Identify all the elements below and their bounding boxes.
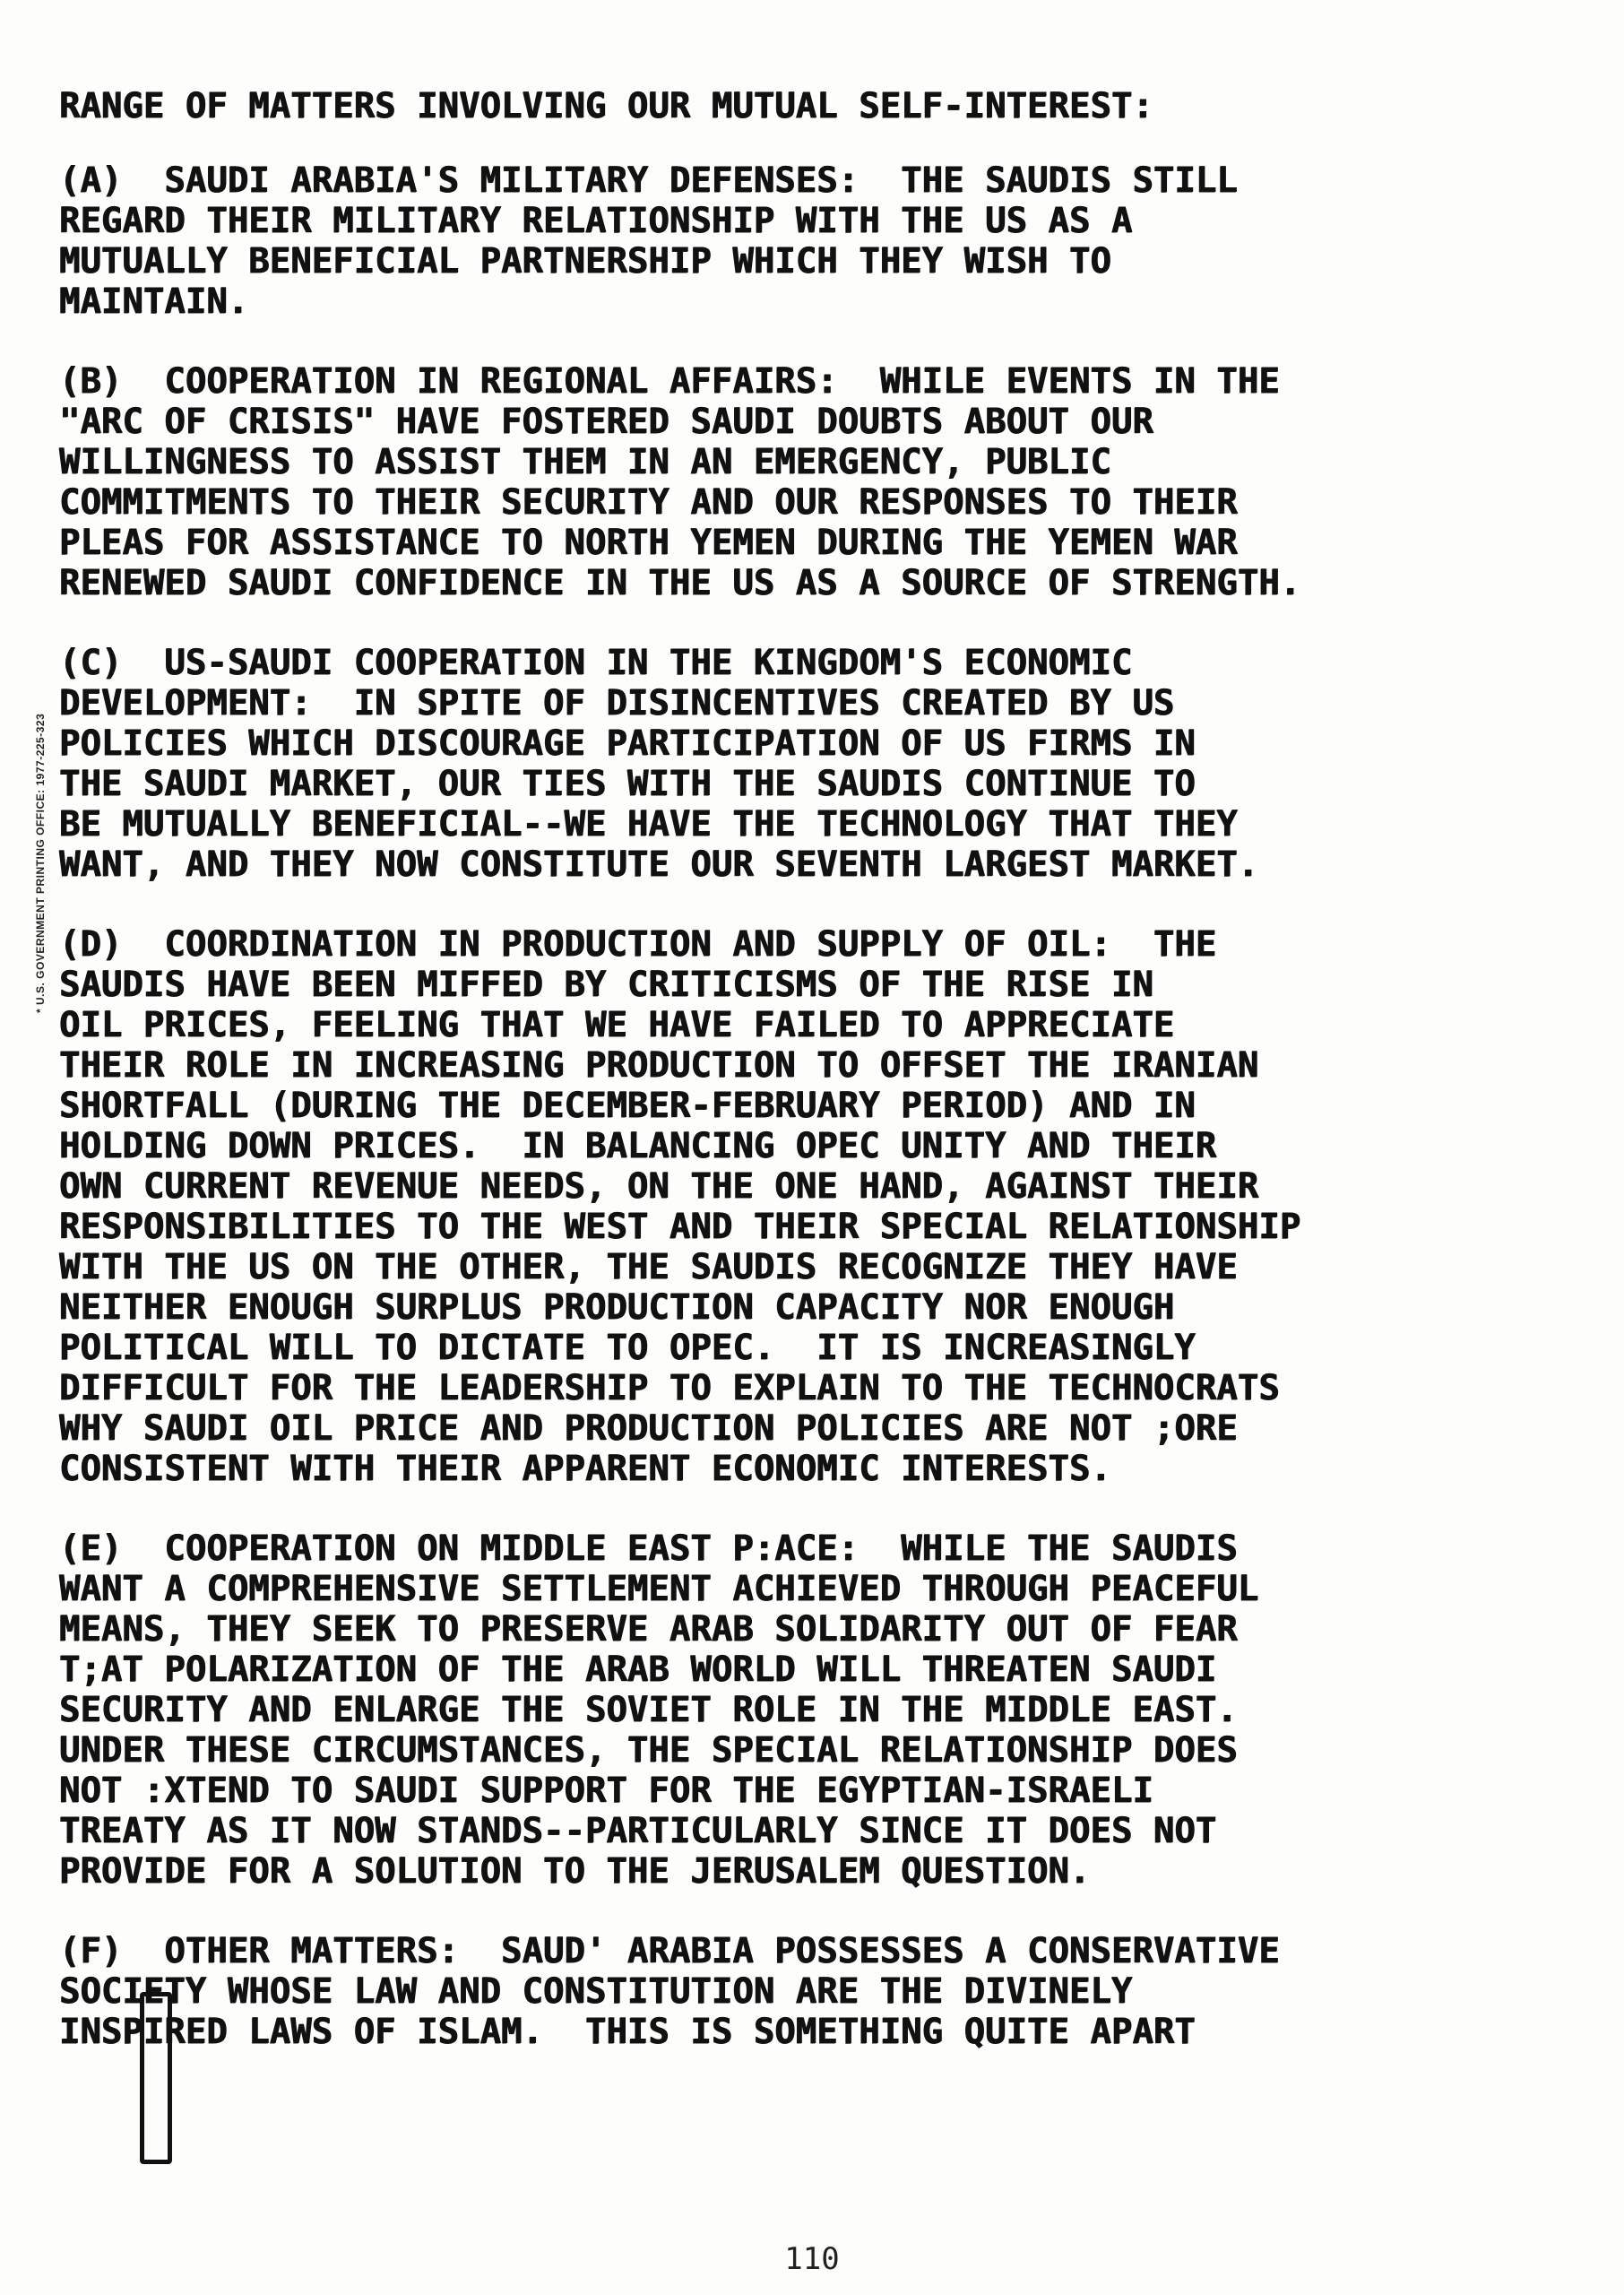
paragraph-line: UNDER THESE CIRCUMSTANCES, THE SPECIAL RELATIONSHIP DOES (59, 1730, 1238, 1771)
paragraph-a (59, 160, 1493, 322)
paragraph-line: REGARD THEIR MILITARY RELATIONSHIP WITH THE US AS A (59, 201, 1133, 241)
paragraph-line: SHORTFALL (DURING THE DECEMBER-FEBRUARY PERIOD) AND IN (59, 1086, 1196, 1126)
paragraph-line: SOCIETY WHOSE LAW AND CONSTITUTION ARE THE DIVINELY (59, 1971, 1133, 2012)
paragraph-line: MEANS, THEY SEEK TO PRESERVE ARAB SOLIDARITY OUT OF FEAR (59, 1609, 1238, 1650)
section-heading: RANGE OF MATTERS INVOLVING OUR MUTUAL SELF-INTEREST: (59, 86, 1153, 126)
paragraph-line: NOT :XTEND TO SAUDI SUPPORT FOR THE EGYPTIAN-ISRAELI (59, 1771, 1153, 1811)
paragraph-line: DIFFICULT FOR THE LEADERSHIP TO EXPLAIN TO THE TECHNOCRATS (59, 1368, 1280, 1408)
paragraph-line: "ARC OF CRISIS" HAVE FOSTERED SAUDI DOUBTS ABOUT OUR (59, 402, 1153, 442)
scan-bracket-mark (140, 1992, 172, 2164)
paragraph-line: WANT A COMPREHENSIVE SETTLEMENT ACHIEVED THROUGH PEACEFUL (59, 1569, 1259, 1609)
paragraph-line: OWN CURRENT REVENUE NEEDS, ON THE ONE HAND, AGAINST THEIR (59, 1166, 1259, 1207)
paragraph-line: WITH THE US ON THE OTHER, THE SAUDIS RECOGNIZE THEY HAVE (59, 1247, 1238, 1287)
paragraph-line: MUTUALLY BENEFICIAL PARTNERSHIP WHICH THEY WISH TO (59, 241, 1111, 281)
paragraph-d (59, 924, 1493, 1489)
paragraph-line: (C) US-SAUDI COOPERATION IN THE KINGDOM'S ECONOMIC (59, 643, 1133, 683)
paragraph-line: SAUDIS HAVE BEEN MIFFED BY CRITICISMS OF THE RISE IN (59, 965, 1153, 1005)
paragraph-line: CONSISTENT WITH THEIR APPARENT ECONOMIC INTERESTS. (59, 1449, 1111, 1489)
page-number: 110 (784, 2241, 840, 2277)
paragraph-line: POLICIES WHICH DISCOURAGE PARTICIPATION OF US FIRMS IN (59, 723, 1196, 764)
paragraph-line: WILLINGNESS TO ASSIST THEM IN AN EMERGENCY, PUBLIC (59, 442, 1111, 482)
paragraph-c (59, 643, 1493, 885)
paragraph-line: THEIR ROLE IN INCREASING PRODUCTION TO OFFSET THE IRANIAN (59, 1045, 1259, 1086)
paragraph-line: WHY SAUDI OIL PRICE AND PRODUCTION POLICIES ARE NOT ;ORE (59, 1408, 1238, 1449)
paragraph-f (59, 1931, 1493, 2052)
paragraph-line: (A) SAUDI ARABIA'S MILITARY DEFENSES: THE SAUDIS STILL (59, 160, 1238, 201)
paragraph-line: (B) COOPERATION IN REGIONAL AFFAIRS: WHILE EVENTS IN THE (59, 361, 1280, 402)
paragraph-line: SECURITY AND ENLARGE THE SOVIET ROLE IN THE MIDDLE EAST. (59, 1690, 1238, 1730)
paragraph-line: DEVELOPMENT: IN SPITE OF DISINCENTIVES CREATED BY US (59, 683, 1175, 723)
paragraph-line: TREATY AS IT NOW STANDS--PARTICULARLY SINCE IT DOES NOT (59, 1811, 1217, 1851)
paragraph-line: T;AT POLARIZATION OF THE ARAB WORLD WILL THREATEN SAUDI (59, 1650, 1217, 1690)
paragraph-line: BE MUTUALLY BENEFICIAL--WE HAVE THE TECHNOLOGY THAT THEY (59, 804, 1238, 844)
paragraph-e (59, 1529, 1493, 1892)
paragraph-line: PLEAS FOR ASSISTANCE TO NORTH YEMEN DURING THE YEMEN WAR (59, 523, 1238, 563)
paragraph-b (59, 361, 1493, 603)
paragraph-line: (F) OTHER MATTERS: SAUD' ARABIA POSSESSES A CONSERVATIVE (59, 1931, 1280, 1971)
paragraph-line: THE SAUDI MARKET, OUR TIES WITH THE SAUDIS CONTINUE TO (59, 764, 1196, 804)
paragraph-line: POLITICAL WILL TO DICTATE TO OPEC. IT IS INCREASINGLY (59, 1328, 1196, 1368)
paragraph-line: COMMITMENTS TO THEIR SECURITY AND OUR RESPONSES TO THEIR (59, 482, 1238, 523)
printing-office-imprint: * U.S. GOVERNMENT PRINTING OFFICE: 1977-225-323 (34, 713, 47, 1013)
paragraph-line: MAINTAIN. (59, 281, 249, 322)
paragraph-line: INSPIRED LAWS OF ISLAM. THIS IS SOMETHING QUITE APART (59, 2012, 1196, 2052)
paragraph-line: PROVIDE FOR A SOLUTION TO THE JERUSALEM QUESTION. (59, 1851, 1091, 1892)
paragraph-line: HOLDING DOWN PRICES. IN BALANCING OPEC UNITY AND THEIR (59, 1126, 1217, 1166)
paragraph-line: NEITHER ENOUGH SURPLUS PRODUCTION CAPACITY NOR ENOUGH (59, 1287, 1175, 1328)
paragraph-line: WANT, AND THEY NOW CONSTITUTE OUR SEVENTH LARGEST MARKET. (59, 844, 1259, 885)
paragraph-line: OIL PRICES, FEELING THAT WE HAVE FAILED TO APPRECIATE (59, 1005, 1175, 1045)
paragraph-line: (D) COORDINATION IN PRODUCTION AND SUPPLY OF OIL: THE (59, 924, 1217, 965)
paragraph-line: RESPONSIBILITIES TO THE WEST AND THEIR SPECIAL RELATIONSHIP (59, 1207, 1301, 1247)
paragraph-line: (E) COOPERATION ON MIDDLE EAST P:ACE: WHILE THE SAUDIS (59, 1529, 1238, 1569)
paragraph-line: RENEWED SAUDI CONFIDENCE IN THE US AS A SOURCE OF STRENGTH. (59, 563, 1301, 603)
document-body (59, 86, 1493, 2091)
